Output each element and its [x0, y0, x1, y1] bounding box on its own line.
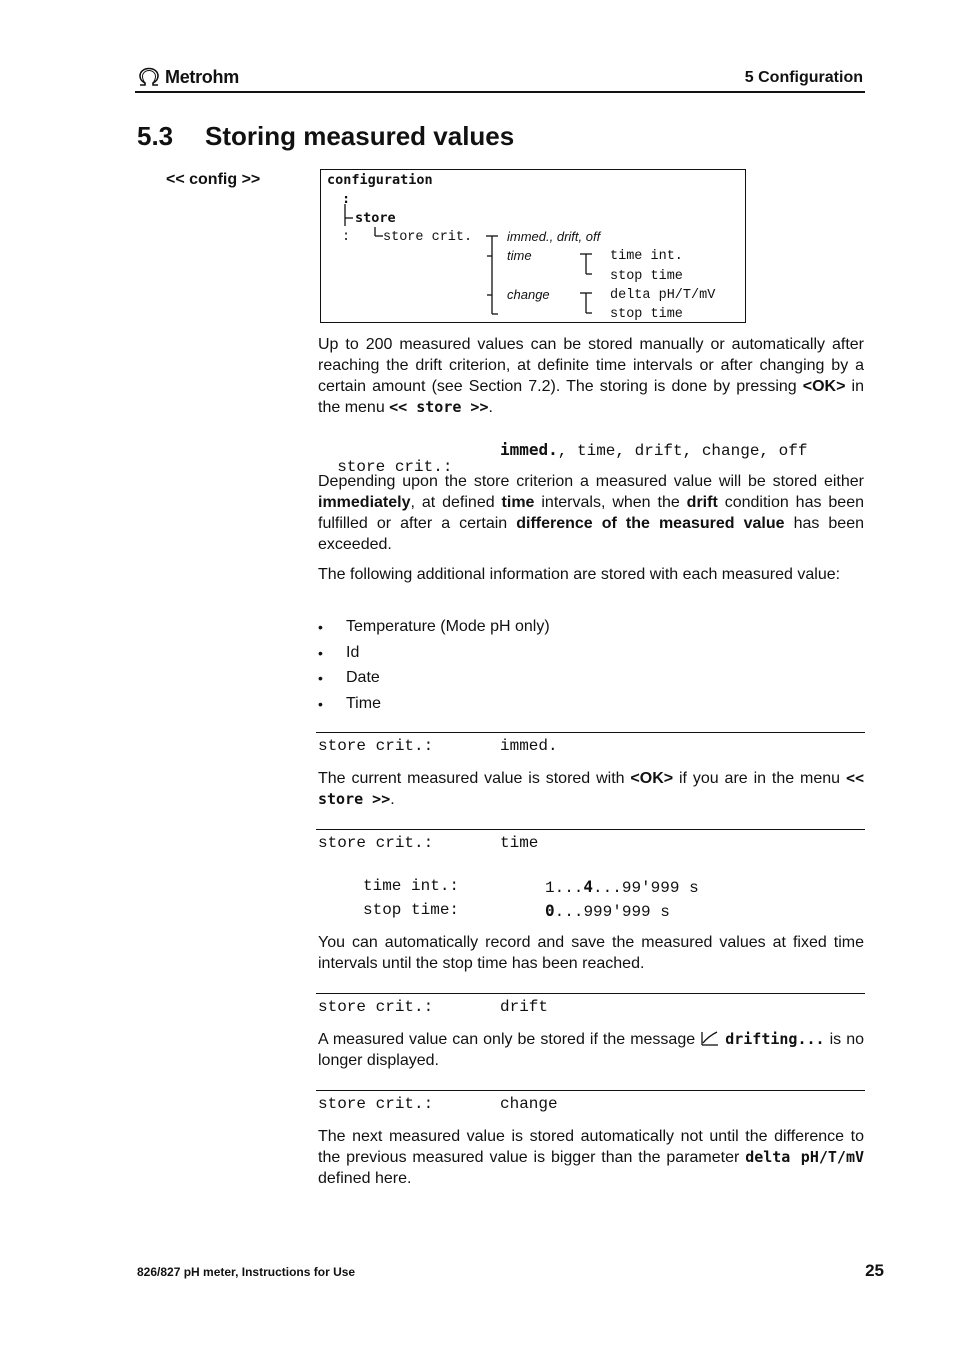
- range-min: 1...: [545, 879, 584, 897]
- crit-text-5: has been exceeded.: [318, 515, 865, 553]
- crit-bold-3: drift: [686, 494, 718, 511]
- drift-text-2: is no longer displayed.: [318, 1031, 864, 1069]
- list-item-text: Date: [346, 669, 380, 687]
- range-default: 0: [545, 901, 555, 920]
- additional-info-paragraph: The following additional information are stored with each measured value:: [318, 566, 841, 583]
- crit-text-3: intervals, when the: [534, 494, 687, 511]
- tree-dots-1: :: [342, 191, 351, 207]
- crit-bold-2: time: [501, 494, 535, 511]
- crit-bold-1: immediately: [318, 494, 411, 511]
- page-number: 25: [865, 1261, 884, 1280]
- tree-root: configuration: [327, 172, 433, 188]
- ok-key: <OK>: [630, 770, 674, 787]
- intro-paragraph: [318, 334, 864, 418]
- time-value: time: [500, 834, 539, 852]
- time-int-range: [545, 877, 699, 897]
- list-item-text: Id: [346, 643, 360, 661]
- drift-icon: [700, 1030, 720, 1046]
- tree-change-bracket: [579, 289, 593, 319]
- drifting-message: drifting...: [725, 1030, 825, 1048]
- immed-description: [318, 768, 864, 810]
- drift-description: [318, 1029, 864, 1071]
- list-item-text: Temperature (Mode pH only): [346, 617, 550, 635]
- crit-bold-4: difference of the measured value: [516, 515, 785, 532]
- time-label: store crit.:: [318, 834, 434, 852]
- tree-opt-time: time: [507, 248, 532, 263]
- list-item: • Date: [318, 669, 380, 687]
- other-values: , time, drift, change, off: [557, 442, 808, 460]
- tree-opt-immed: immed., drift, off: [507, 229, 601, 244]
- list-item: • Id: [318, 643, 360, 661]
- intro-text-2: in the menu: [318, 378, 864, 416]
- change-text-1: The next measured value is stored automatically not until the difference to the previous measured value is bigger than the parameter: [318, 1128, 864, 1166]
- immed-value: immed.: [500, 737, 558, 755]
- chapter-title: 5 Configuration: [744, 69, 863, 86]
- section-heading: Storing measured values: [205, 121, 515, 151]
- list-item: • Temperature (Mode pH only): [318, 617, 550, 635]
- crit-text-2: , at defined: [410, 494, 502, 511]
- list-item-text: Time: [346, 694, 381, 712]
- section-divider: [316, 829, 865, 830]
- store-menu-ref: << store >>: [318, 769, 864, 808]
- change-text-2: defined here.: [318, 1170, 412, 1187]
- immed-label: store crit.:: [318, 737, 434, 755]
- delta-param: delta pH/T/mV: [745, 1148, 864, 1166]
- tree-delta: delta pH/T/mV: [610, 288, 716, 303]
- tree-stop-time-1: stop time: [610, 269, 683, 284]
- store-crit-values: [500, 440, 807, 460]
- time-description: You can automatically record and save the measured values at fixed time intervals until the stop time has been reached.: [318, 934, 864, 972]
- criterion-description: [318, 471, 864, 555]
- immed-text-2: if you are in the menu: [673, 770, 846, 787]
- ok-key: <OK>: [802, 378, 846, 395]
- intro-text-1: Up to 200 measured values can be stored manually or automatically after reaching the drift criterion, at definite time intervals or after changing by a certain amount (see Section 7.2). The storing is done by pressing: [318, 336, 864, 395]
- section-divider: [316, 1090, 865, 1091]
- tree-time-int: time int.: [610, 249, 683, 264]
- header-divider: [135, 91, 865, 93]
- menu-path: << config >>: [166, 171, 261, 188]
- intro-text-3: .: [488, 399, 493, 416]
- range-max: ...999'999 s: [554, 903, 670, 921]
- tree-opt-change: change: [507, 287, 550, 302]
- default-value: immed.: [500, 440, 558, 459]
- section-divider: [316, 993, 865, 994]
- tree-branch-store: [341, 204, 355, 228]
- stop-time-range: [545, 901, 670, 921]
- range-default: 4: [583, 877, 594, 896]
- section-title: [137, 121, 514, 152]
- change-description: [318, 1126, 864, 1189]
- change-label: store crit.:: [318, 1095, 434, 1113]
- brand-name: Metrohm: [165, 66, 239, 87]
- crit-text-1: Depending upon the store criterion a measured value will be stored either: [318, 473, 864, 490]
- menu-tree-box: [320, 169, 746, 323]
- stop-time-label: stop time:: [363, 901, 460, 919]
- section-divider: [316, 732, 865, 733]
- crit-text-4: condition has been fulfilled or after a certain: [318, 494, 864, 532]
- brand-logo: [137, 65, 239, 89]
- additional-info-list: [318, 614, 550, 717]
- tree-store-crit: store crit.: [383, 230, 473, 245]
- tree-options-bracket: [485, 232, 499, 318]
- immed-text-3: .: [390, 791, 395, 808]
- change-value: change: [500, 1095, 558, 1113]
- omega-logo-icon: [137, 67, 161, 87]
- store-menu-ref: << store >>: [389, 398, 489, 416]
- tree-store: store: [355, 210, 396, 226]
- time-int-label: time int.:: [363, 877, 460, 895]
- tree-time-bracket: [579, 250, 593, 280]
- range-max: ...99'999 s: [593, 879, 699, 897]
- tree-stop-time-2: stop time: [610, 307, 683, 322]
- drift-text-1: A measured value can only be stored if the message: [318, 1031, 701, 1048]
- footer-doc-title: 826/827 pH meter, Instructions for Use: [137, 1265, 356, 1279]
- immed-text-1: The current measured value is stored with: [318, 770, 631, 787]
- drift-value: drift: [500, 998, 549, 1016]
- tree-dots-2: :: [342, 230, 351, 245]
- list-item: • Time: [318, 694, 381, 712]
- drift-label: store crit.:: [318, 998, 434, 1016]
- param-label: store crit.:: [337, 458, 453, 476]
- section-number: 5.3: [137, 121, 174, 151]
